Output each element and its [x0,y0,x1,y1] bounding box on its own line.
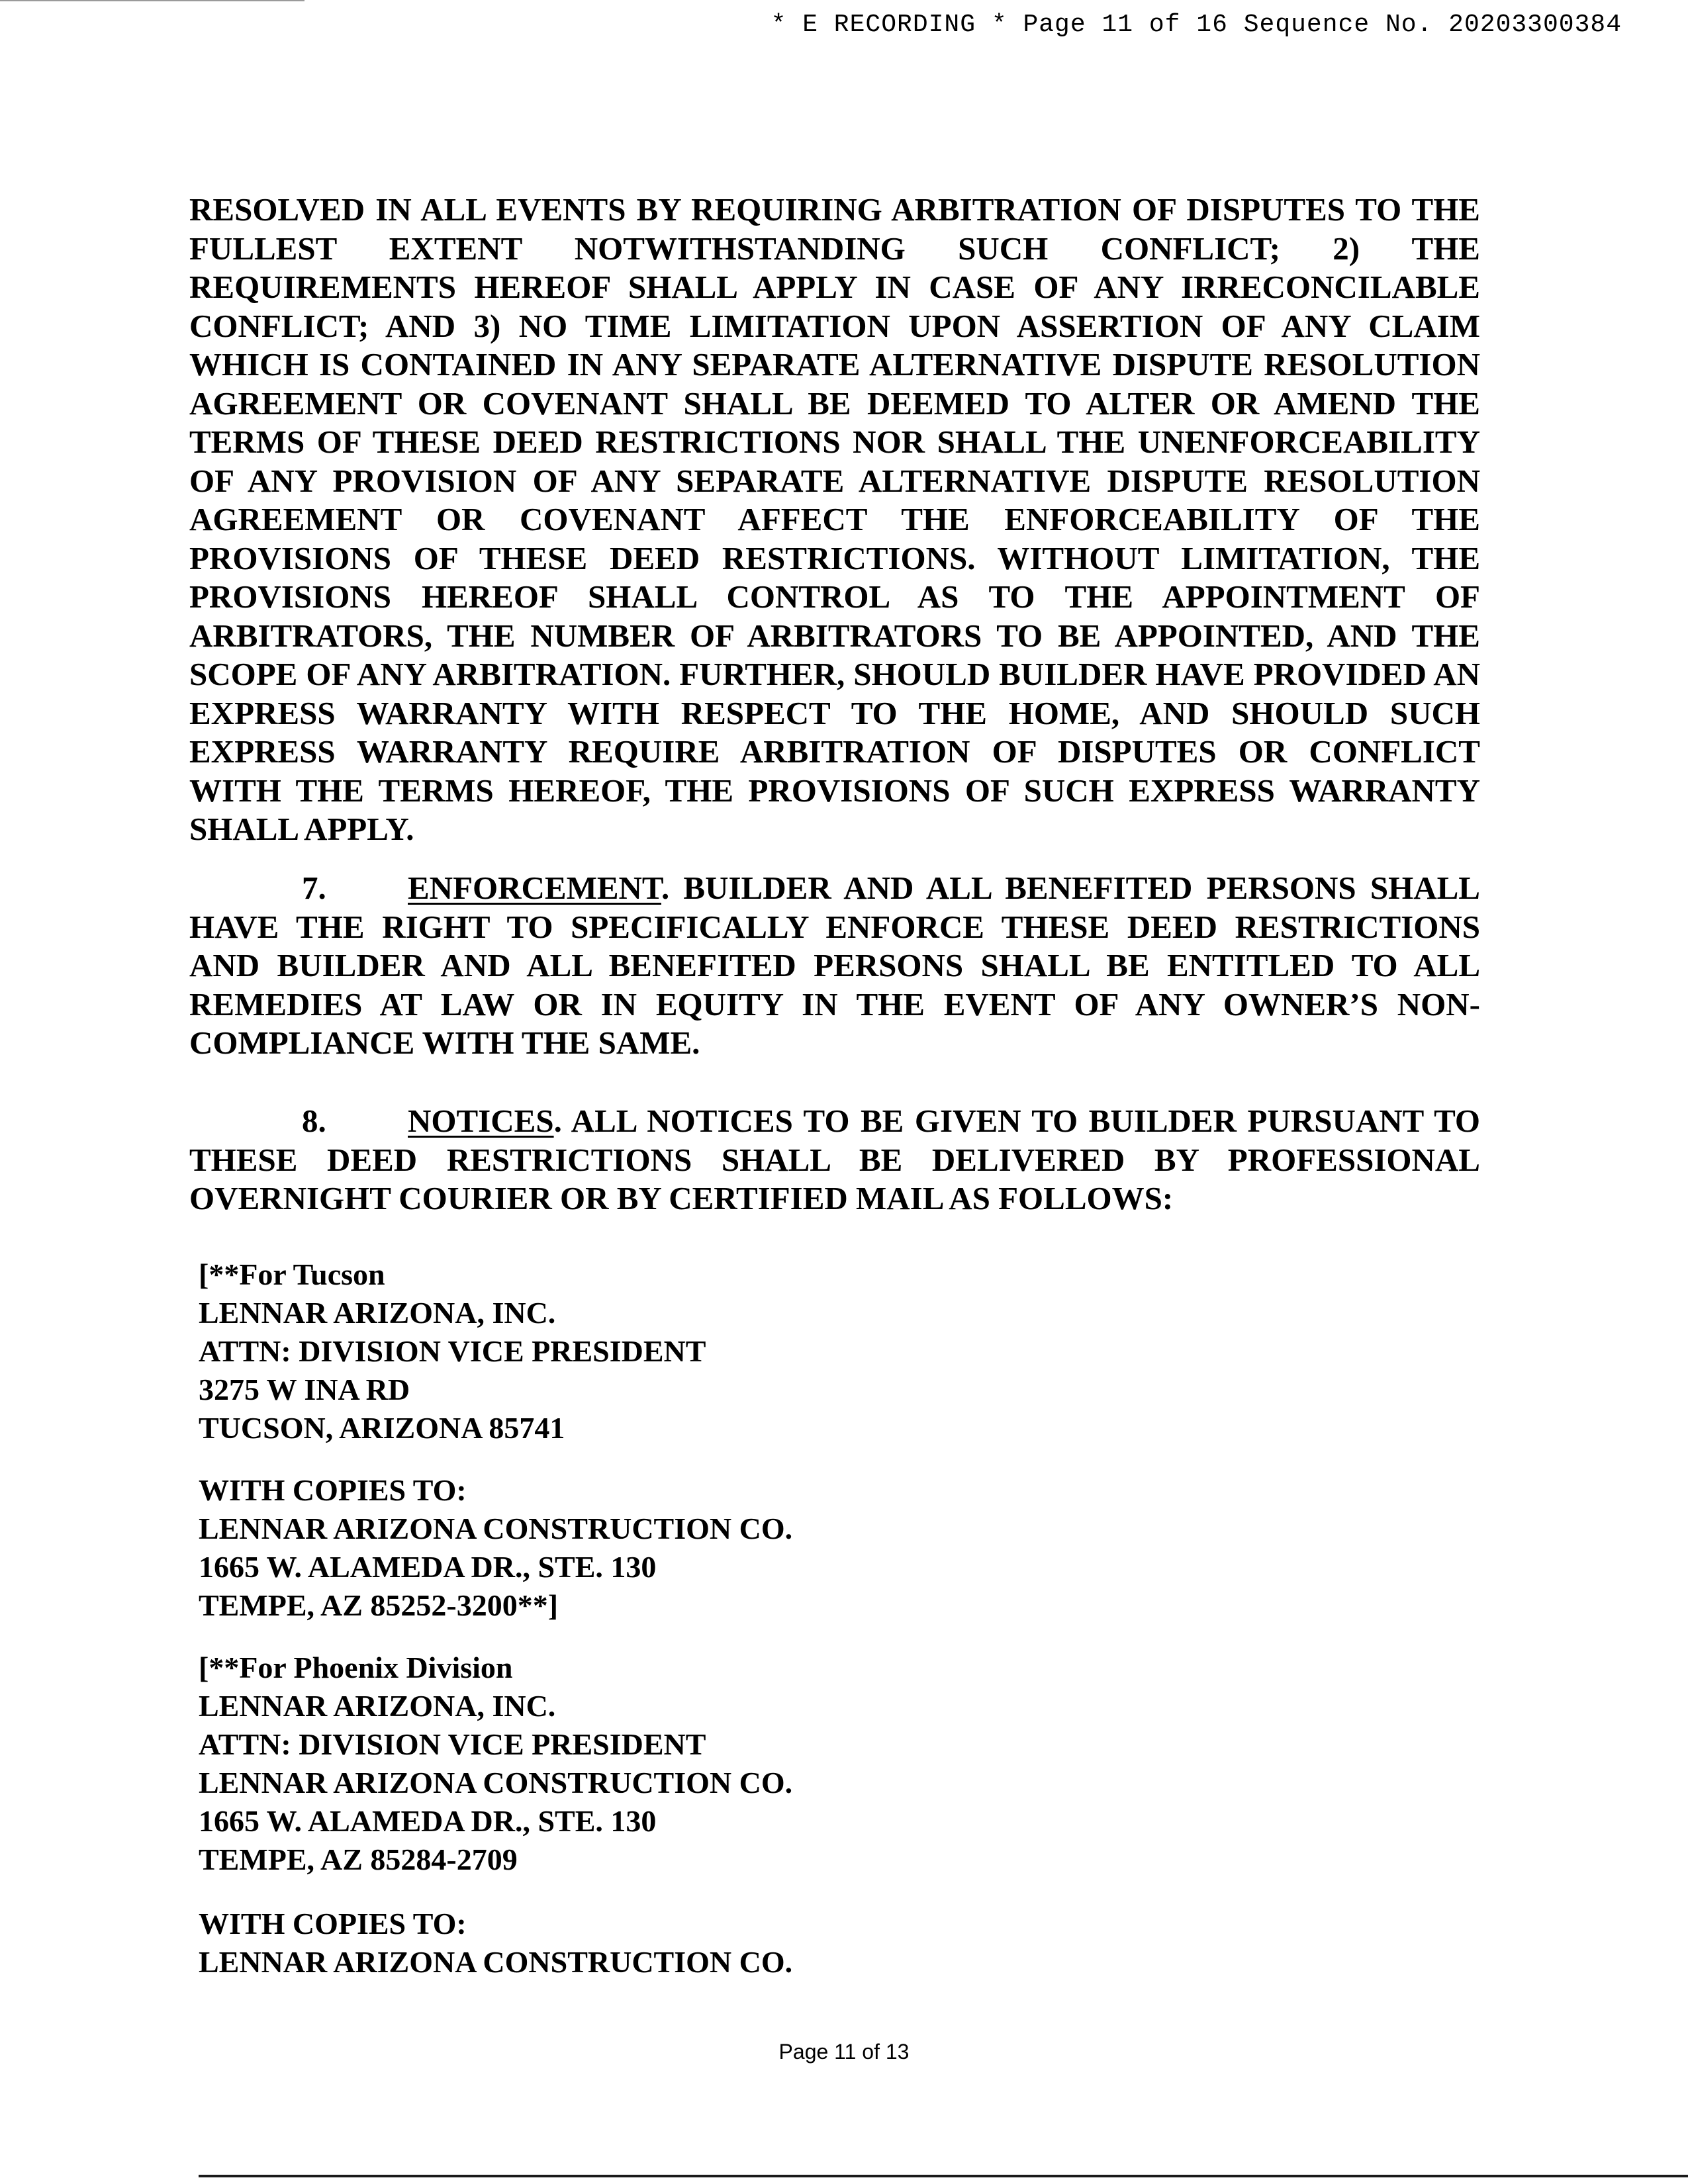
address-line: WITH COPIES TO: [199,1907,467,1940]
section-notices [189,1102,1480,1218]
address-line: LENNAR ARIZONA, INC. [199,1296,556,1330]
address-line: WITH COPIES TO: [199,1473,467,1507]
address-line: ATTN: DIVISION VICE PRESIDENT [199,1334,706,1368]
address-line: TEMPE, AZ 85284-2709 [199,1843,518,1876]
address-line: ATTN: DIVISION VICE PRESIDENT [199,1727,706,1761]
address-block-phoenix [199,1649,792,1879]
page-number: Page 11 of 13 [778,2040,910,2064]
section-number: 7. [302,870,326,906]
section-text: . BUILDER AND ALL BENEFITED PERSONS SHALL HAVE THE RIGHT TO SPECIFICALLY ENFORCE THESE DEED RESTRICTIONS AND BUILDER AND ALL BENEFITED PERSONS SHALL BE ENTITLED TO ALL REMEDIES AT LAW OR IN EQUITY IN THE EVENT OF ANY OWNER’S NON-COMPLIANCE WITH THE SAME. [189,870,1480,1061]
address-line: LENNAR ARIZONA CONSTRUCTION CO. [199,1945,793,1979]
address-block-tucson [199,1255,706,1447]
continued-paragraph: RESOLVED IN ALL EVENTS BY REQUIRING ARBITRATION OF DISPUTES TO THE FULLEST EXTENT NOTWITHSTANDING SUCH CONFLICT; 2) THE REQUIREMENTS HEREOF SHALL APPLY IN CASE OF ANY IRRECONCILABLE CONFLICT; AND 3) NO TIME LIMITATION UPON ASSERTION OF ANY CLAIM WHICH IS CONTAINED IN ANY SEPARATE ALTERNATIVE DISPUTE RESOLUTION AGREEMENT OR COVENANT SHALL BE DEEMED TO ALTER OR AMEND THE TERMS OF THESE DEED RESTRICTIONS NOR SHALL THE UNENFORCEABILITY OF ANY PROVISION OF ANY SEPARATE ALTERNATIVE DISPUTE RESOLUTION AGREEMENT OR COVENANT AFFECT THE ENFORCEABILITY OF THE PROVISIONS OF THESE DEED RESTRICTIONS. WITHOUT LIMITATION, THE PROVISIONS HEREOF SHALL CONTROL AS TO THE APPOINTMENT OF ARBITRATORS, THE NUMBER OF ARBITRATORS TO BE APPOINTED, AND THE SCOPE OF ANY ARBITRATION. FURTHER, SHOULD BUILDER HAVE PROVIDED AN EXPRESS WARRANTY WITH RESPECT TO THE HOME, AND SHOULD SUCH EXPRESS WARRANTY REQUIRE ARBITRATION OF DISPUTES OR CONFLICT WITH THE TERMS HEREOF, THE PROVISIONS OF SUCH EXPRESS WARRANTY SHALL APPLY. [189,191,1480,847]
address-line: LENNAR ARIZONA CONSTRUCTION CO. [199,1512,793,1545]
address-line: 1665 W. ALAMEDA DR., STE. 130 [199,1550,657,1584]
recording-stamp: * E RECORDING * Page 11 of 16 Sequence No. 20203300384 [771,11,1622,39]
section-title: ENFORCEMENT [408,870,661,906]
address-line: 1665 W. ALAMEDA DR., STE. 130 [199,1804,657,1838]
section-number: 8. [302,1103,326,1139]
address-line: LENNAR ARIZONA, INC. [199,1689,556,1723]
section-title: NOTICES [408,1103,554,1139]
address-block-phoenix-copies [199,1905,792,1981]
address-block-tucson-copies [199,1471,792,1625]
address-line: TEMPE, AZ 85252-3200**] [199,1588,559,1622]
address-line: TUCSON, ARIZONA 85741 [199,1411,565,1445]
section-enforcement [189,869,1480,1063]
scan-edge-line-bottom [199,2175,1688,2177]
address-line: [**For Phoenix Division [199,1651,513,1684]
address-line: [**For Tucson [199,1257,385,1291]
section-text: . ALL NOTICES TO BE GIVEN TO BUILDER PURSUANT TO THESE DEED RESTRICTIONS SHALL BE DELIVERED BY PROFESSIONAL OVERNIGHT COURIER OR BY CERTIFIED MAIL AS FOLLOWS: [189,1103,1480,1216]
address-line: 3275 W INA RD [199,1373,410,1406]
scan-edge-line [0,0,305,1]
address-line: LENNAR ARIZONA CONSTRUCTION CO. [199,1766,793,1799]
